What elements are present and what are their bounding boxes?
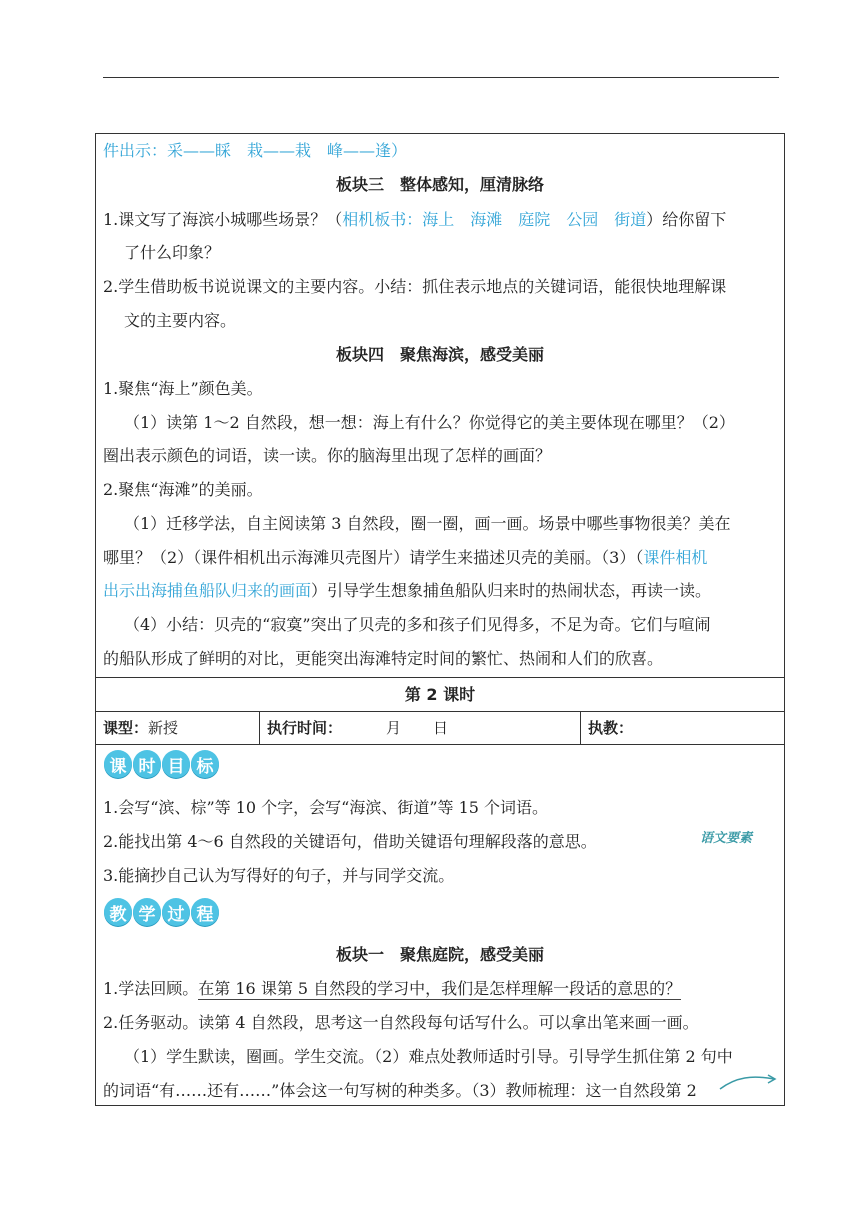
courseware-line: 件出示：采——睬 栽——栽 峰——逢） bbox=[103, 141, 408, 160]
question-1 bbox=[103, 209, 726, 231]
point-2-step1: （1）迁移学法，自主阅读第 3 自然段，圈一圈，画一画。场景中哪些事物很美？美在 bbox=[124, 514, 731, 533]
q1-text: 1.课文写了海滨小城哪些场景？（ bbox=[103, 210, 343, 229]
language-element-annotation: 语文要素 bbox=[700, 831, 753, 846]
goals-badge bbox=[104, 750, 219, 781]
block4-heading: 板块四 聚焦海滨，感受美丽 bbox=[335, 345, 544, 364]
task-item: 2.任务驱动。读第 4 自然段，思考这一自然段每句话写什么。可以拿出笔来画一画。 bbox=[103, 1013, 699, 1032]
section-continued bbox=[96, 134, 784, 677]
meta-row bbox=[96, 711, 784, 744]
review-item bbox=[103, 978, 681, 1000]
badge-char: 教 bbox=[104, 898, 132, 926]
badge-char: 目 bbox=[162, 750, 190, 778]
question-2-cont: 文的主要内容。 bbox=[124, 311, 237, 330]
lesson-title: 第 2 课时 bbox=[404, 685, 476, 704]
annotation-arrow-icon bbox=[718, 1071, 782, 1097]
review-underlined: 在第 16 课第 5 自然段的学习中，我们是怎样理解一段话的意思的？ bbox=[198, 979, 682, 998]
p2-text: 哪里？（2）（课件相机出示海滩贝壳图片）请学生来描述贝壳的美丽。（3）（ bbox=[103, 548, 644, 567]
badge-char: 过 bbox=[162, 898, 190, 926]
point-2-step3 bbox=[103, 580, 711, 602]
point-2-summary: （4）小结：贝壳的“寂寞”突出了贝壳的多和孩子们见得多，不足为奇。它们与喧闹 bbox=[124, 615, 711, 634]
badge-char: 时 bbox=[133, 750, 161, 778]
lesson-2-section bbox=[96, 744, 784, 1105]
block3-heading: 板块三 整体感知，厘清脉络 bbox=[335, 175, 544, 194]
lesson-type-label: 课型： bbox=[103, 719, 149, 737]
question-2: 2.学生借助板书说说课文的主要内容。小结：抓住表示地点的关键词语，能很快地理解课 bbox=[103, 277, 727, 296]
p2-text-cont: ）引导学生想象捕鱼船队归来时的热闹状态，再读一读。 bbox=[311, 581, 712, 600]
point-2-summary-cont: 的船队形成了鲜明的对比，更能突出海滩特定时间的繁忙、热闹和人们的欣喜。 bbox=[103, 649, 664, 668]
teacher-cell bbox=[581, 712, 784, 744]
goal-item: 2.能找出第 4～6 自然段的关键语句，借助关键语句理解段落的意思。 bbox=[103, 832, 597, 851]
lesson-title-row bbox=[96, 677, 784, 711]
p2-courseware-note-cont: 出示出海捕鱼船队归来的画面 bbox=[103, 581, 312, 600]
point-1-step2: 圈出表示颜色的词语，读一读。你的脑海里出现了怎样的画面？ bbox=[103, 446, 552, 465]
task-step1: （1）学生默读，圈画。学生交流。（2）难点处教师适时引导。引导学生抓住第 2 句中 bbox=[124, 1047, 733, 1066]
header-rule bbox=[103, 77, 779, 78]
goal-item: 3.能摘抄自己认为写得好的句子，并与同学交流。 bbox=[103, 866, 455, 885]
badge-char: 程 bbox=[191, 898, 219, 926]
lesson-type-cell bbox=[96, 712, 259, 744]
block1-heading: 板块一 聚焦庭院，感受美丽 bbox=[335, 945, 544, 964]
badge-char: 课 bbox=[104, 750, 132, 778]
exec-time-label: 执行时间： bbox=[267, 719, 343, 737]
point-1: 1.聚焦“海上”颜色美。 bbox=[103, 379, 263, 398]
point-2-step2 bbox=[103, 547, 707, 569]
badge-char: 学 bbox=[133, 898, 161, 926]
review-text: 1.学法回顾。 bbox=[103, 979, 199, 998]
p2-courseware-note: 课件相机 bbox=[643, 548, 708, 567]
q1-board-note: 相机板书：海上 海滩 庭院 公园 街道 bbox=[342, 210, 647, 229]
question-1-cont: 了什么印象？ bbox=[124, 243, 221, 262]
process-badge bbox=[104, 898, 219, 929]
q1-text-end: ）给你留下 bbox=[646, 210, 727, 229]
task-step2: 的词语“有……还有……”体会这一句写树的种类多。（3）教师梳理：这一自然段第 2 bbox=[103, 1081, 697, 1100]
lesson-type-value: 新授 bbox=[148, 719, 179, 737]
exec-time-cell bbox=[260, 712, 580, 744]
teacher-label: 执教： bbox=[588, 719, 634, 737]
point-1-step1: （1）读第 1～2 自然段，想一想：海上有什么？你觉得它的美主要体现在哪里？（2） bbox=[124, 413, 735, 432]
lesson-plan-table bbox=[95, 133, 785, 1106]
badge-char: 标 bbox=[191, 750, 219, 778]
point-2: 2.聚焦“海滩”的美丽。 bbox=[103, 480, 263, 499]
day-label: 日 bbox=[433, 719, 449, 737]
month-label: 月 bbox=[386, 719, 402, 737]
goal-item: 1.会写“滨、棕”等 10 个字，会写“海滨、街道”等 15 个词语。 bbox=[103, 798, 549, 817]
